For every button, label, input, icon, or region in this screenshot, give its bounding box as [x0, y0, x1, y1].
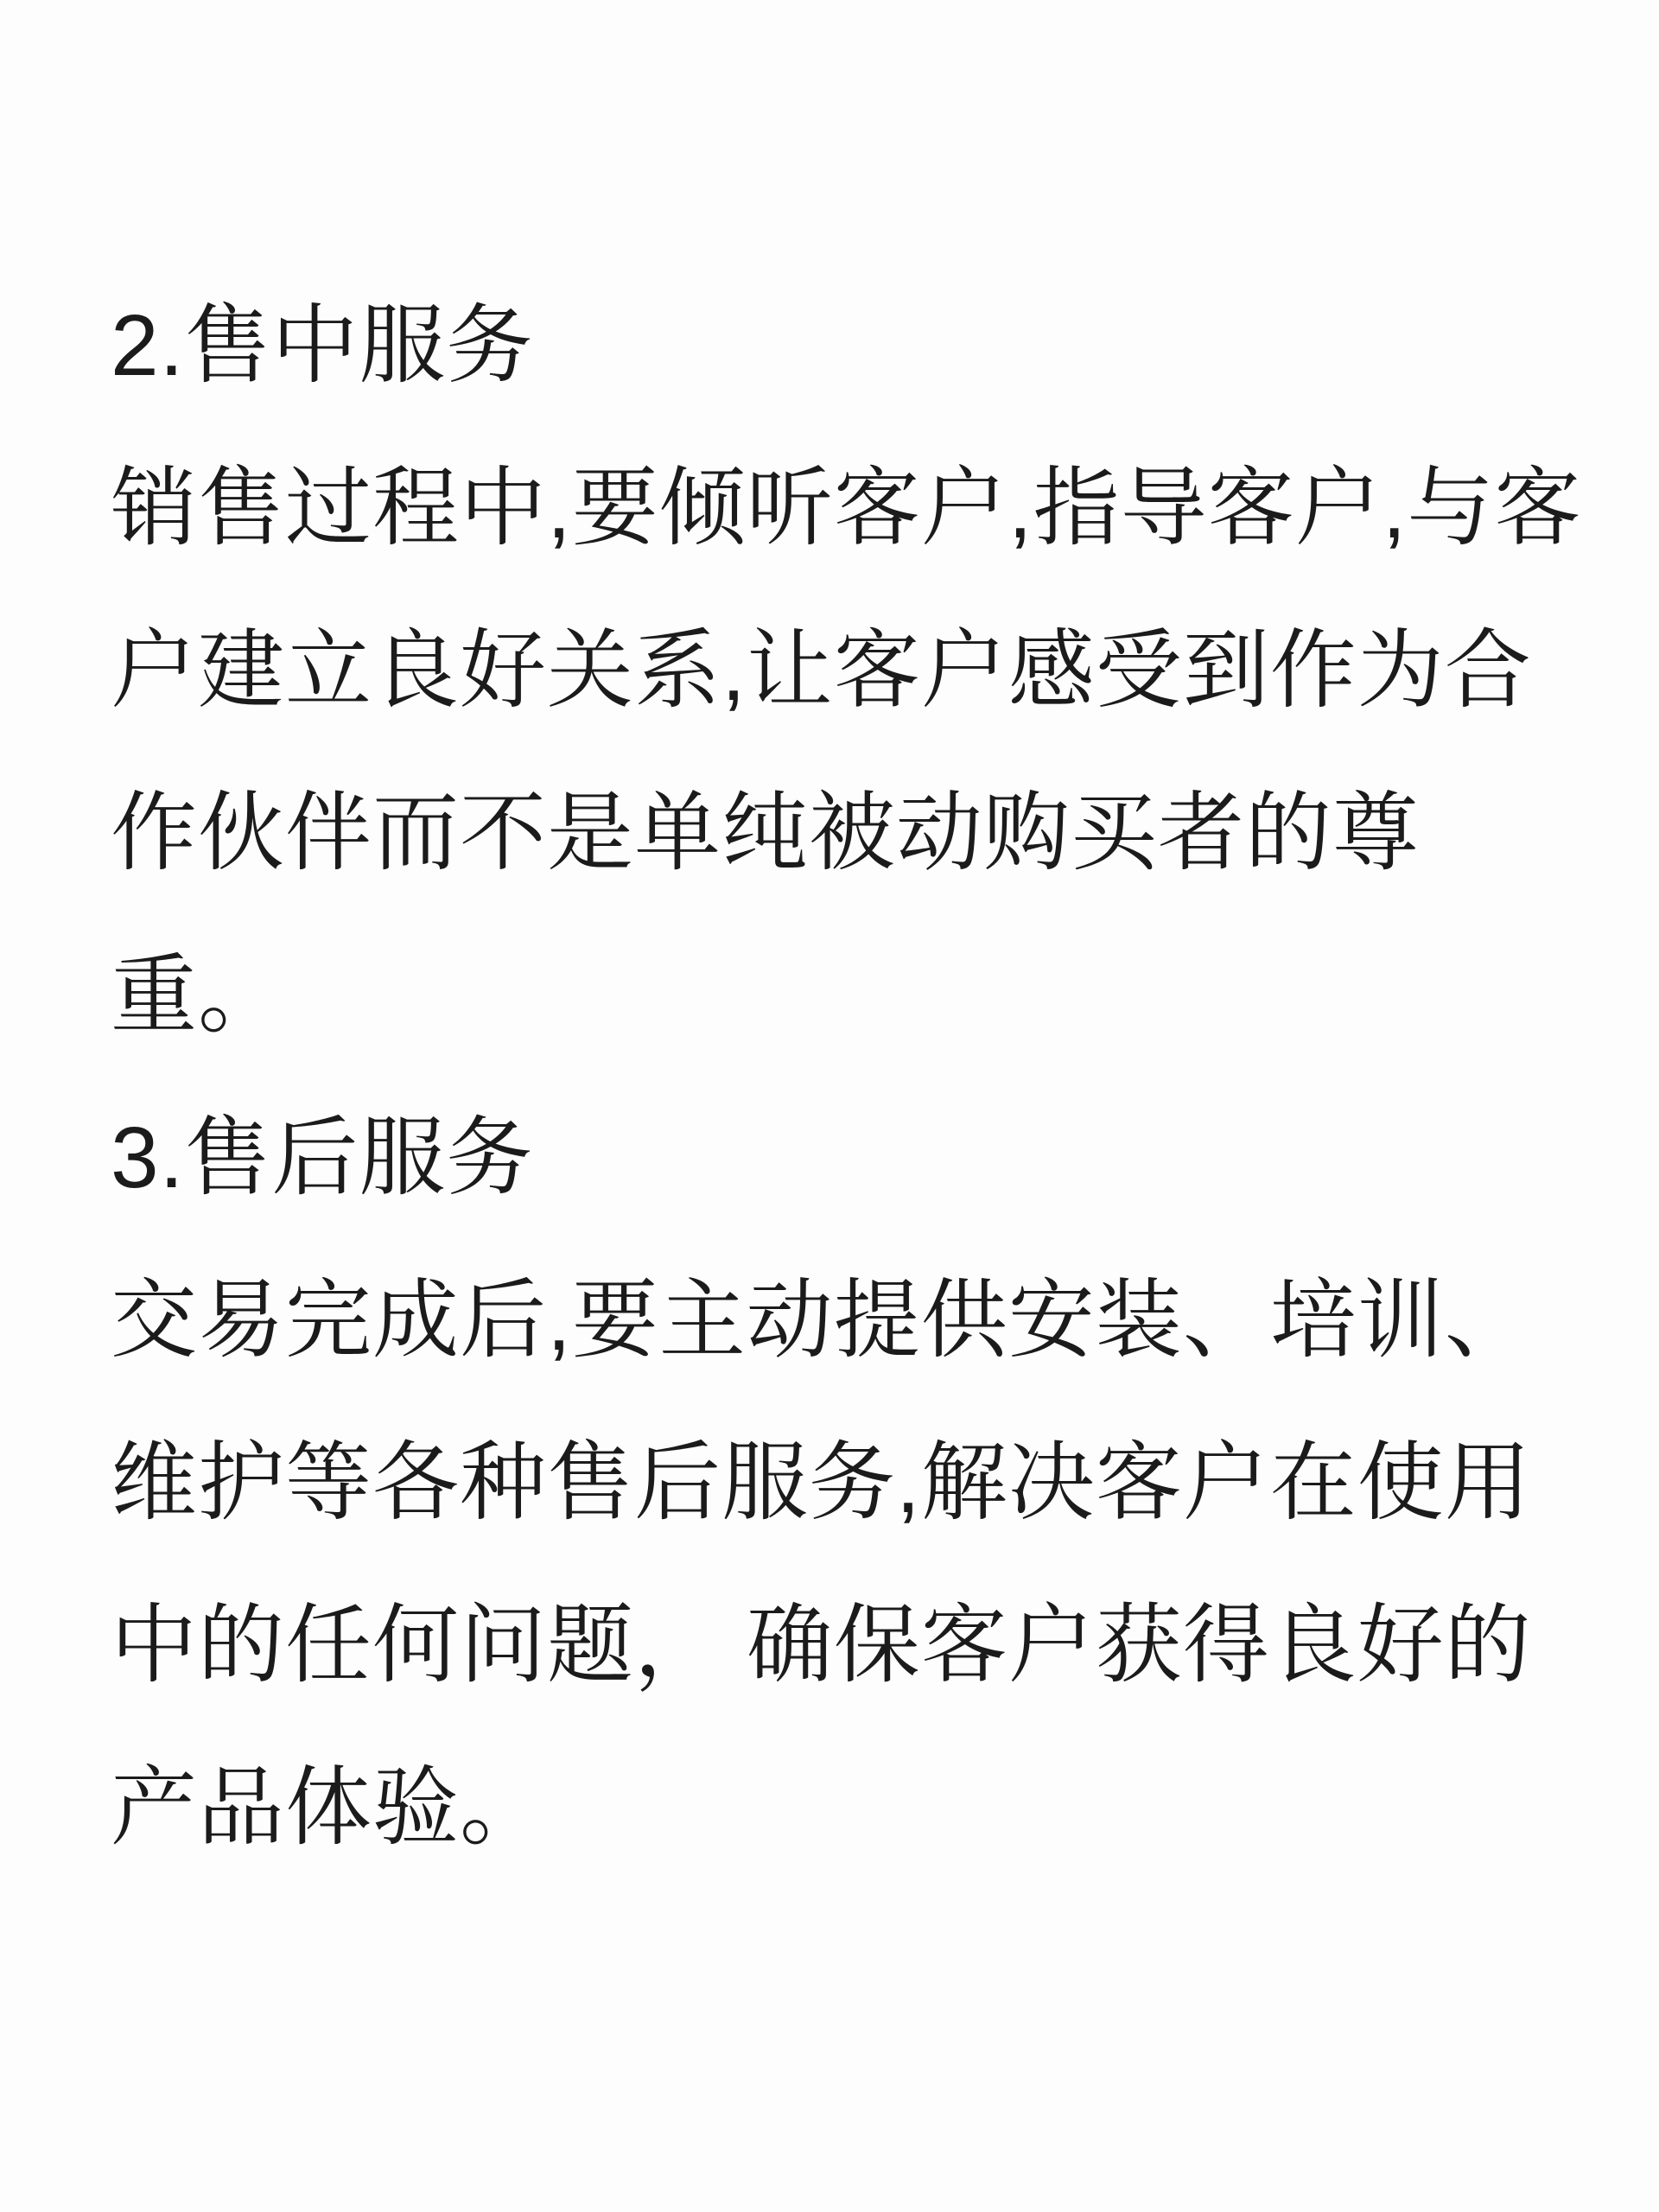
section-heading: 3.售后服务	[111, 1109, 534, 1206]
text-line: 销售过程中,要倾听客户,指导客户,与客	[111, 460, 1582, 556]
text-line: 户建立良好关系,让客户感受到作为合	[111, 622, 1532, 719]
text-line: 产品体验。	[111, 1759, 547, 1856]
text-line: 重。	[111, 947, 285, 1044]
text-line: 维护等各种售后服务,解决客户在使用	[111, 1434, 1532, 1531]
section-heading: 2.售中服务	[111, 297, 534, 394]
text-line: 作伙伴而不是单纯被动购买者的尊	[111, 785, 1420, 881]
text-line: 中的任何问题， 确保客户获得良好的	[111, 1597, 1532, 1694]
text-block	[111, 264, 1581, 1889]
text-line: 交易完成后,要主动提供安装、培训、	[111, 1272, 1532, 1369]
